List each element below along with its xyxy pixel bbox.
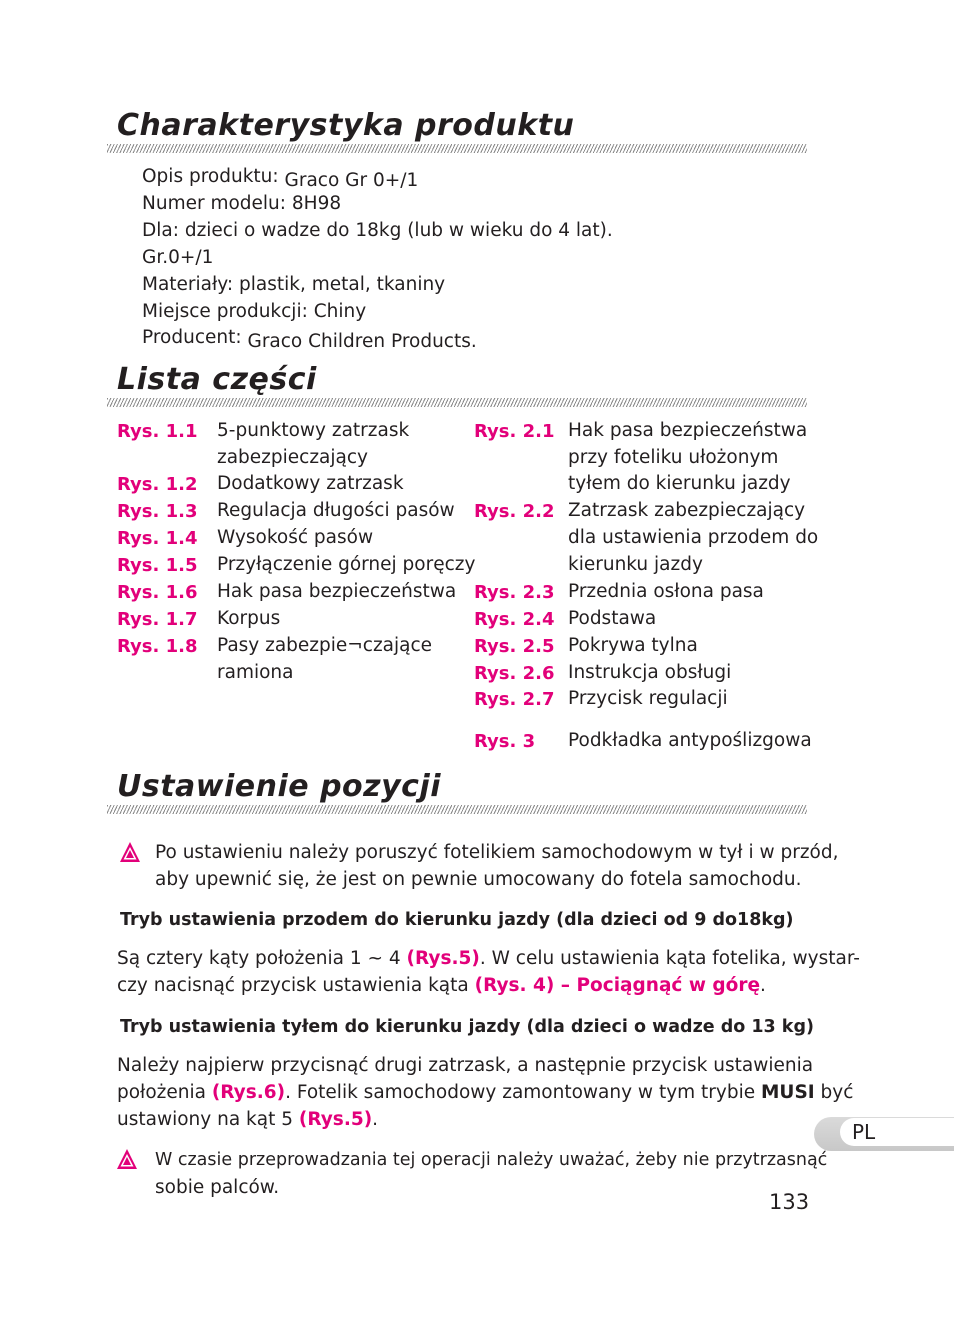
part-name: zabezpieczający <box>217 447 368 468</box>
part-name: Przycisk regulacji <box>568 688 728 709</box>
paragraph-line: Należy najpierw przycisnąć drugi zatrzask, a następnie przycisk ustawienia <box>117 1055 814 1076</box>
text-run: być <box>814 1082 854 1103</box>
figure-reference: (Rys.6) <box>211 1082 286 1103</box>
warning-text: aby upewnić się, że jest on pewnie umocowany do fotela samochodu. <box>155 869 802 890</box>
part-name: Podstawa <box>568 608 657 629</box>
section-divider <box>107 805 807 814</box>
spec-label: Opis produktu: <box>142 166 279 187</box>
subheading-rear: Tryb ustawienia tyłem do kierunku jazdy (dla dzieci o wadze do 13 kg) <box>120 1017 814 1037</box>
part-ref: Rys. 1.5 <box>117 555 198 576</box>
part-name: 5-punktowy zatrzask <box>217 420 410 441</box>
emphasis: MUSI <box>761 1082 815 1103</box>
part-name: Wysokość pasów <box>217 527 374 548</box>
part-ref: Rys. 1.3 <box>117 501 198 522</box>
figure-reference: (Rys.5) <box>298 1109 373 1130</box>
text-run: . Fotelik samochodowy zamontowany w tym trybie <box>285 1082 762 1103</box>
page-number: 133 <box>769 1190 810 1214</box>
spec-line: Numer modelu: 8H98 <box>142 193 342 214</box>
paragraph-line <box>117 1082 853 1103</box>
text-run: . <box>372 1109 379 1130</box>
spec-label: Producent: <box>142 327 242 348</box>
part-name: Instrukcja obsługi <box>568 662 732 683</box>
spec-line <box>142 327 477 352</box>
section-title-characteristics: Charakterystyka produktu <box>117 108 575 143</box>
part-ref: Rys. 1.2 <box>117 474 198 495</box>
part-name: Podkładka antypoślizgowa <box>568 730 812 751</box>
warning-text: W czasie przeprowadzania tej operacji należy uważać, żeby nie przytrzasnąć <box>155 1150 828 1170</box>
paragraph-line <box>117 948 860 969</box>
part-ref: Rys. 2.2 <box>474 501 555 522</box>
part-name: Hak pasa bezpieczeństwa <box>568 420 808 441</box>
part-ref: Rys. 2.6 <box>474 663 555 684</box>
part-name: Przyłączenie górnej poręczy <box>217 554 476 575</box>
part-name: Regulacja długości pasów <box>217 500 455 521</box>
text-run: ustawiony na kąt 5 <box>117 1109 299 1130</box>
spec-value: Graco Gr 0+/1 <box>284 170 419 191</box>
part-name: Dodatkowy zatrzask <box>217 473 404 494</box>
spec-line <box>142 166 419 191</box>
figure-reference: (Rys. 4) – Pociągnąć w górę <box>474 975 760 996</box>
part-ref: Rys. 2.4 <box>474 609 555 630</box>
part-name: ramiona <box>217 662 294 683</box>
paragraph-line <box>117 1109 378 1130</box>
part-ref: Rys. 1.7 <box>117 609 198 630</box>
part-name: Przednia osłona pasa <box>568 581 764 602</box>
part-ref: Rys. 2.7 <box>474 689 555 710</box>
section-title-parts: Lista części <box>117 362 317 397</box>
spec-value: Graco Children Products. <box>247 331 477 352</box>
language-label: PL <box>852 1120 876 1144</box>
text-run: czy nacisnąć przycisk ustawienia kąta <box>117 975 475 996</box>
section-title-position: Ustawienie pozycji <box>117 769 442 804</box>
section-divider <box>107 144 807 153</box>
part-name: Hak pasa bezpieczeństwa <box>217 581 457 602</box>
part-ref: Rys. 3 <box>474 731 536 752</box>
part-ref: Rys. 2.3 <box>474 582 555 603</box>
part-name: Pokrywa tylna <box>568 635 698 656</box>
figure-reference: (Rys.5) <box>406 948 480 969</box>
text-run: położenia <box>117 1082 212 1103</box>
text-run: . <box>760 975 766 996</box>
part-name: dla ustawienia przodem do <box>568 527 819 548</box>
part-name: Pasy zabezpie¬czające <box>217 635 433 656</box>
part-name: przy foteliku ułożonym <box>568 447 779 468</box>
warning-triangle-icon <box>119 841 141 863</box>
part-ref: Rys. 1.1 <box>117 421 198 442</box>
warning-text: sobie palców. <box>155 1177 280 1198</box>
part-ref: Rys. 1.4 <box>117 528 198 549</box>
part-name: tyłem do kierunku jazdy <box>568 473 791 494</box>
text-run: Są cztery kąty położenia 1 ~ 4 <box>117 948 407 969</box>
spec-line: Dla: dzieci o wadze do 18kg (lub w wieku do 4 lat). <box>142 220 613 241</box>
part-name: kierunku jazdy <box>568 554 703 575</box>
part-ref: Rys. 2.1 <box>474 421 555 442</box>
paragraph-line <box>117 975 766 996</box>
part-name: Korpus <box>217 608 281 629</box>
section-divider <box>107 398 807 407</box>
part-ref: Rys. 2.5 <box>474 636 555 657</box>
part-ref: Rys. 1.8 <box>117 636 198 657</box>
warning-triangle-icon <box>116 1148 138 1170</box>
part-name: Zatrzask zabezpieczający <box>568 500 806 521</box>
spec-line: Materiały: plastik, metal, tkaniny <box>142 274 446 295</box>
warning-text: Po ustawieniu należy poruszyć fotelikiem samochodowym w tył i w przód, <box>155 842 839 863</box>
part-ref: Rys. 1.6 <box>117 582 198 603</box>
spec-line: Miejsce produkcji: Chiny <box>142 301 367 322</box>
spec-line: Gr.0+/1 <box>142 247 214 268</box>
text-run: . W celu ustawienia kąta fotelika, wystar- <box>479 948 860 969</box>
subheading-forward: Tryb ustawienia przodem do kierunku jazdy (dla dzieci od 9 do18kg) <box>120 910 794 930</box>
